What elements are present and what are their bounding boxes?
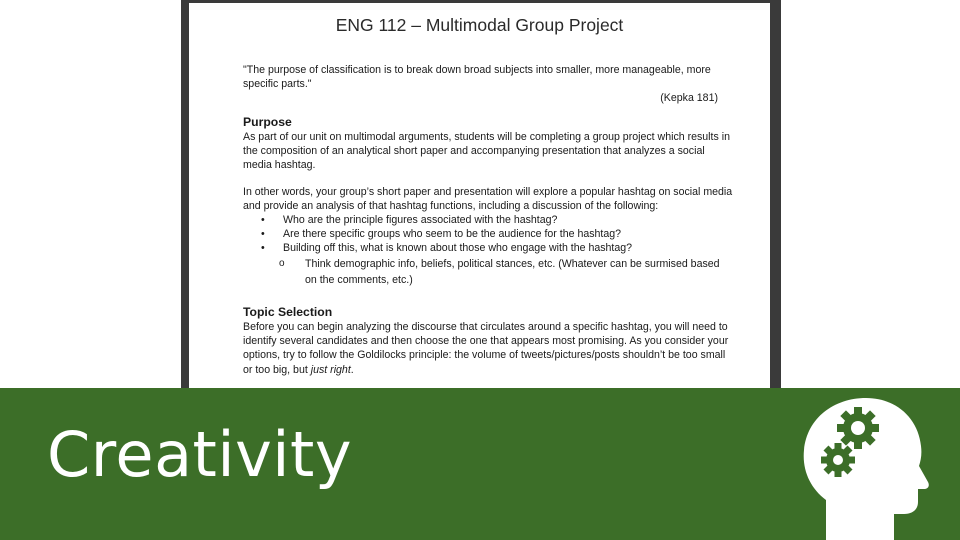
sub-bullet-text: Think demographic info, beliefs, political stances, etc. (Whatever can be surmised based on the comments, etc.): [305, 258, 720, 286]
purpose-paragraph-2: In other words, your group’s short paper and presentation will explore a popular hashtag on social media and provide an analysis of that hashtag functions, including a discussion of the following:: [243, 186, 733, 213]
document-page: [189, 3, 770, 388]
purpose-paragraph-1: As part of our unit on multimodal arguments, students will be completing a group project which results in the composition of an analytical short paper and accompanying presentation that analyzes a social media hashtag.: [243, 131, 730, 172]
list-item: [243, 241, 733, 255]
purpose-heading: Purpose: [243, 115, 292, 129]
list-item: [243, 227, 733, 241]
hollow-circle-bullet-icon: o: [279, 258, 285, 269]
document-title: ENG 112 – Multimodal Group Project: [335, 15, 624, 35]
bullet-icon: •: [261, 214, 265, 226]
topic-selection-text: Before you can begin analyzing the discourse that circulates around a specific hashtag, you will need to identify several candidates and then choose the one that appears most promising. As you consider your options, try to follow the Goldilocks principle: the volume of tweets/pictures/posts shouldn’t be too small or too big, but: [243, 321, 729, 376]
discussion-bullet-list: [243, 213, 733, 256]
emphasis-text: just right: [310, 363, 351, 376]
sub-bullet-item: [279, 256, 723, 288]
opening-quote: "The purpose of classification is to break down broad subjects into smaller, more manageable, more specific parts.": [243, 64, 711, 91]
list-item: [243, 213, 733, 227]
bullet-text: Building off this, what is known about those who engage with the hashtag?: [283, 242, 633, 255]
bullet-icon: •: [261, 242, 265, 255]
bullet-text: Are there specific groups who seem to be the audience for the hashtag?: [283, 228, 622, 241]
topic-selection-end: .: [350, 363, 354, 376]
head-with-gears-icon: [800, 396, 930, 540]
banner-title: Creativity: [47, 418, 353, 491]
bullet-icon: •: [261, 228, 265, 241]
topic-selection-paragraph: [243, 320, 733, 377]
creativity-banner: [0, 388, 960, 540]
quote-citation: (Kepka 181): [660, 92, 718, 104]
document-image-frame: [181, 0, 781, 388]
bullet-text: Who are the principle figures associated with the hashtag?: [283, 214, 558, 226]
topic-selection-heading: Topic Selection: [243, 305, 333, 319]
